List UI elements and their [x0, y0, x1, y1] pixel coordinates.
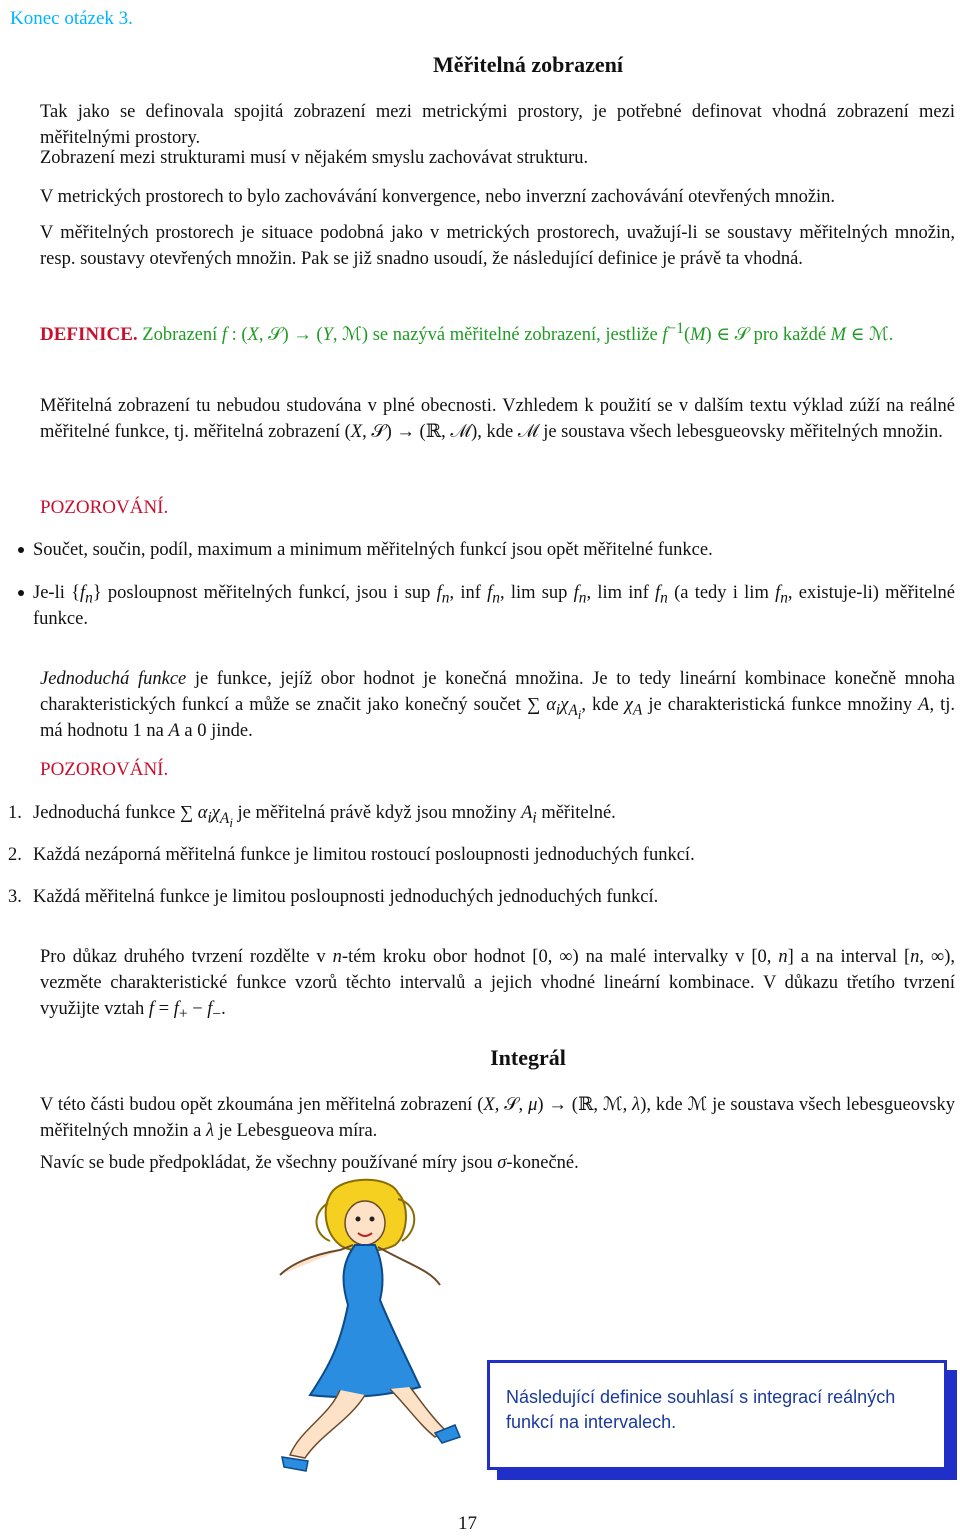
proof-hint-paragraph: Pro důkaz druhého tvrzení rozdělte v n-tém kroku obor hodnot [0, ∞) na malé intervalky v [0, n] a na interval [n, ∞), vezměte charakteristické funkce vzorů těchto intervalů a jejich vhodné lineární kombinace. V důkazu třetího tvrzení využijte vztah $f = f_+ - f_-$. — [40, 947, 955, 1023]
observation-label-1: POZOROVÁNÍ. — [40, 497, 169, 518]
intro-paragraph-1: Tak jako se definovala spojitá zobrazení mezi metrickými prostory, je potřebné definovat vhodná zobrazení mezi měřitelnými prostory. — [40, 102, 955, 148]
list-item: 3. Každá měřitelná funkce je limitou posloupnosti jednoduchých jednoduchých funkcí. — [8, 887, 659, 907]
bullet-icon — [18, 547, 24, 553]
section-title-integral: Integrál — [490, 1045, 566, 1070]
definition-text: se nazývá — [372, 325, 446, 345]
section-title-merit: Měřitelná zobrazení — [433, 52, 623, 77]
intro-paragraph-2: Zobrazení mezi strukturami musí v nějakém smyslu zachovávat strukturu. — [40, 148, 589, 168]
simple-function-paragraph: Jednoduchá funkce je funkce, jejíž obor hodnot je konečná množina. Je to tedy lineární kombinace konečně mnoha charakteristických funkcí a může se značit jako konečný součet ∑ $\alpha_i\chi_{A_i}$, kde $\chi_A$ je charakteristická funkce množiny A, tj. má hodnotu 1 na A a 0 jinde. — [40, 669, 956, 741]
definition-term: měřitelné zobrazení — [449, 325, 597, 345]
cartoon-girl-illustration — [270, 1175, 490, 1475]
integral-paragraph-1: V této části budou opět zkoumána jen měřitelná zobrazení (X, 𝒮, μ) → (ℝ, ℳ, λ), kde ℳ je soustava všech lebesgueovsky měřitelných množin a λ je Lebesgueova míra. — [40, 1095, 955, 1141]
list-item: 1. Jednoduchá funkce ∑ $\alpha_i\chi_{A_i}$ je měřitelná právě když jsou množiny $A_i$ měřitelné. — [8, 803, 616, 830]
note-text: Následující definice souhlasí s integrací reálných funkcí na intervalech. — [506, 1387, 896, 1432]
observation-label-2: POZOROVÁNÍ. — [40, 759, 169, 780]
definition-label: DEFINICE. — [40, 324, 138, 345]
definition-paragraph: DEFINICE. Zobrazení f : (X, 𝒮) → (Y, ℳ) se nazývá měřitelné zobrazení, jestliže $f^{-1}(M)$ ∈ 𝒮 pro každé M ∈ ℳ. — [40, 319, 894, 345]
integral-paragraph-2: Navíc se bude předpokládat, že všechny používané míry jsou σ-konečné. — [40, 1153, 579, 1173]
note-box — [487, 1360, 947, 1470]
intro-paragraph-4: V měřitelných prostorech je situace podobná jako v metrických prostorech, uvažují-li se soustavy měřitelných množin, resp. soustavy otevřených množin. Pak se již snadno usoudí, že následující definice je právě ta vhodná. — [40, 223, 955, 269]
definition-word: Zobrazení — [142, 325, 218, 345]
page-number: 17 — [458, 1513, 477, 1534]
simple-function-term: Jednoduchá funkce — [40, 669, 187, 689]
restriction-paragraph: Měřitelná zobrazení tu nebudou studována v plné obecnosti. Vzhledem k použití se v dalším textu výklad zúží na reálné měřitelné funkce, tj. měřitelná zobrazení (X, 𝒮) → (ℝ, ℳ), kde ℳ je soustava všech lebesgueovsky měřitelných množin. — [40, 396, 955, 442]
bullet-icon — [18, 590, 24, 596]
list-item: Součet, součin, podíl, maximum a minimum měřitelných funkcí jsou opět měřitelné funkce. — [8, 537, 955, 563]
intro-paragraph-3: V metrických prostorech to bylo zachovávání konvergence, nebo inverzní zachovávání otevřených množin. — [40, 187, 836, 207]
list-item: Je-li $\{f_n\}$ posloupnost měřitelných funkcí, jsou i sup $f_n$, inf $f_n$, lim sup $f_n$, lim inf $f_n$ (a tedy i $\lim f_n$, existuje-li) měřitelné funkce. — [8, 580, 955, 632]
back-link[interactable]: Konec otázek 3. — [10, 8, 133, 29]
list-item: 2. Každá nezáporná měřitelná funkce je limitou rostoucí posloupnosti jednoduchých funkcí. — [8, 845, 695, 865]
